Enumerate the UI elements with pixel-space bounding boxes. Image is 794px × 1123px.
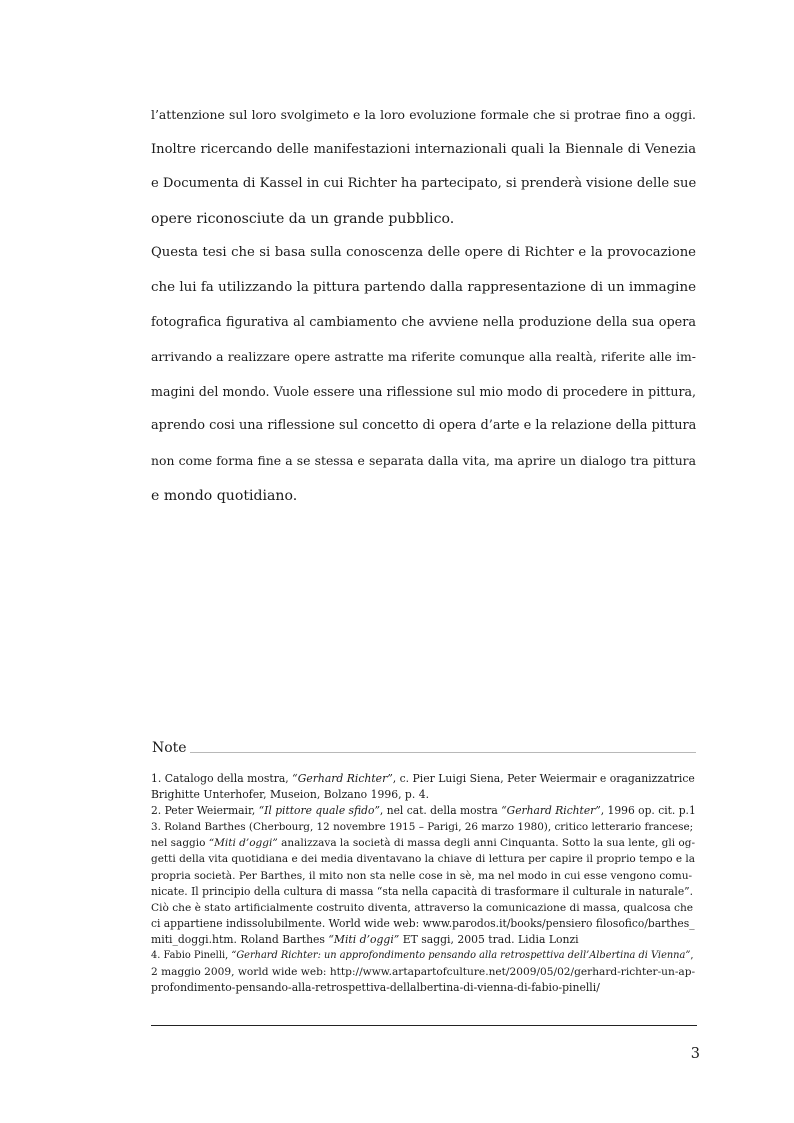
footnote-line: miti_doggi.htm. Roland Barthes “Miti d’oggi” ET saggi, 2005 trad. Lidia Lonzi (151, 932, 579, 946)
footnote-line: 2. Peter Weiermair, “Il pittore quale sfido”, nel cat. della mostra “Gerhard Richter”, 1996 op. cit. p.1 (151, 804, 696, 818)
body-line: l’attenzione sul loro svolgimeto e la loro evoluzione formale che si protrae fino a oggi. (151, 107, 696, 122)
footnote-line: Brighitte Unterhofer, Museion, Bolzano 1996, p. 4. (151, 788, 430, 802)
body-line: fotografica figurativa al cambiamento che avviene nella produzione della sua opera (151, 314, 696, 330)
body-line: e mondo quotidiano. (151, 487, 298, 504)
footnote-line: 2 maggio 2009, world wide web: http://www.artapartofculture.net/2009/05/02/gerhard-richter-un-ap- (151, 966, 696, 979)
notes-title: Note (152, 740, 187, 756)
body-line: Questa tesi che si basa sulla conoscenza delle opere di Richter e la provocazione (151, 245, 696, 261)
notes-header (152, 738, 696, 758)
footnote-line: nel saggio “Miti d’oggi” analizzava la società di massa degli anni Cinquanta. Sotto la sua lente, gli og- (151, 837, 696, 850)
body-line: magini del mondo. Vuole essere una riflessione sul mio modo di procedere in pittura, (151, 383, 696, 399)
footnote-line: 1. Catalogo della mostra, “Gerhard Richter”, c. Pier Luigi Siena, Peter Weiermair e oraganizzatrice (151, 772, 695, 785)
body-line: arrivando a realizzare opere astratte ma riferite comunque alla realtà, riferite alle im- (151, 349, 696, 365)
footnote-line: 4. Fabio Pinelli, “Gerhard Richter: un approfondimento pensando alla retrospettiva dell’Albertina di Vienna”, (151, 950, 694, 962)
body-line: non come forma fine a se stessa e separata dalla vita, ma aprire un dialogo tra pittura (151, 452, 696, 468)
footer-divider (151, 1025, 697, 1026)
body-line: aprendo cosi una riflessione sul concetto di opera d’arte e la relazione della pittura (151, 418, 697, 434)
body-text (151, 98, 696, 513)
footnote-line: getti della vita quotidiana e dei media diventavano la chiave di lettura per capire il proprio tempo e la (151, 853, 696, 866)
body-line: che lui fa utilizzando la pittura partendo dalla rappresentazione di un immagine (151, 279, 696, 295)
footnote-line: nicate. Il principio della cultura di massa “sta nella capacità di trasformare il culturale in naturale”. (151, 884, 694, 898)
body-line: Inoltre ricercando delle manifestazioni internazionali quali la Biennale di Venezia (151, 141, 696, 157)
page-number: 3 (690, 1046, 700, 1062)
body-line: opere riconosciute da un grande pubblico. (151, 210, 455, 227)
footnote-line: profondimento-pensando-alla-retrospettiva-dellalbertina-di-vienna-di-fabio-pinelli/ (151, 981, 600, 995)
body-line: e Documenta di Kassel in cui Richter ha partecipato, si prenderà visione delle sue (151, 176, 697, 192)
footnote-line: propria società. Per Barthes, il mito non sta nelle cose in sè, ma nel modo in cui esse vengono comu- (151, 869, 693, 882)
footnote-line: ci appartiene indissolubilmente. World wide web: www.parodos.it/books/pensiero filosofico/barthes_ (151, 916, 695, 930)
footnote-line: 3. Roland Barthes (Cherbourg, 12 novembre 1915 – Parigi, 26 marzo 1980), critico letterario francese; (151, 821, 694, 834)
notes-divider (190, 752, 696, 753)
footnotes (151, 771, 696, 996)
footnote-line: Ciò che è stato artificialmente costruito diventa, attraverso la comunicazione di massa, qualcosa che (151, 901, 694, 914)
